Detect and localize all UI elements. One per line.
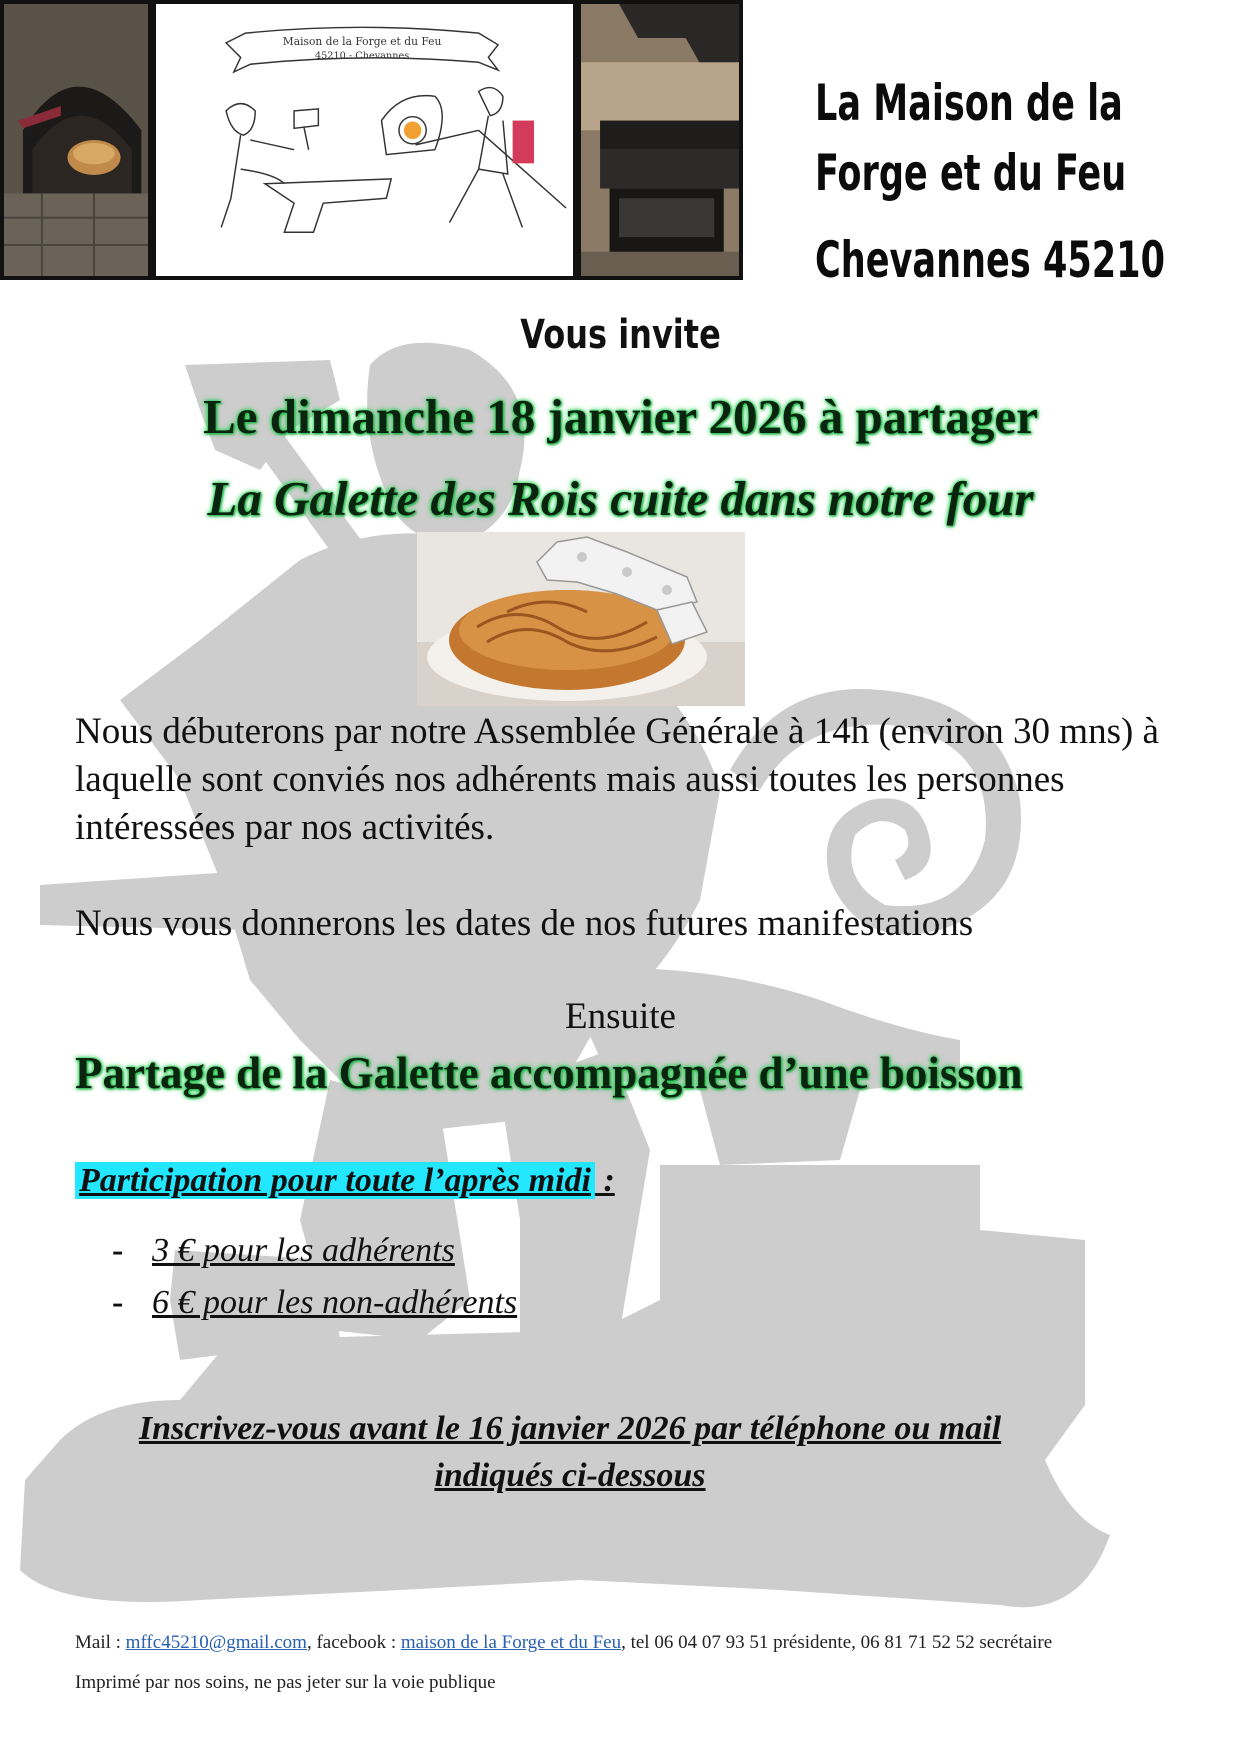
- then-label: Ensuite: [565, 996, 676, 1037]
- participation-heading: [75, 1162, 615, 1200]
- price-non-members: - 6 € pour les non-adhérents: [112, 1284, 518, 1321]
- future-events-paragraph: Nous vous donnerons les dates de nos futures manifestations: [75, 903, 974, 944]
- oven-bread-photo: [0, 0, 152, 280]
- org-location: Chevannes 45210: [815, 231, 1166, 289]
- org-name-line-2: Forge et du Feu: [815, 144, 1127, 202]
- galette-sharing-heading: Partage de la Galette accompagnée d’une boisson: [75, 1048, 1023, 1098]
- participation-colon: :: [594, 1162, 615, 1199]
- event-date-headline: Le dimanche 18 janvier 2026 à partager: [203, 389, 1038, 444]
- registration-line-2: indiqués ci-dessous: [434, 1457, 706, 1494]
- invite-heading: Vous invite: [520, 312, 721, 358]
- sketch-banner-line-1: Maison de la Forge et du Feu: [282, 34, 442, 48]
- printing-notice: Imprimé par nos soins, ne pas jeter sur la voie publique: [75, 1672, 496, 1693]
- org-name-line-1: La Maison de la: [815, 74, 1123, 132]
- price-non-members-text: 6 € pour les non-adhérents: [152, 1284, 518, 1321]
- galette-des-rois-photo: [417, 532, 745, 706]
- phone-numbers: , tel 06 04 07 93 51 présidente, 06 81 71 52 52 secrétaire: [621, 1632, 1053, 1653]
- blacksmith-sketch-logo: [152, 0, 577, 280]
- sketch-banner-line-2: 45210 - Chevannes: [314, 50, 410, 62]
- participation-label: Participation pour toute l’après midi: [75, 1162, 595, 1199]
- contact-line: Mail : mffc45210@gmail.com, facebook : maison de la Forge et du Feu, tel 06 04 07 93 51 présidente, 06 81 71 52 52 secrétaire: [75, 1632, 1053, 1653]
- forge-hearth-photo: [577, 0, 743, 280]
- facebook-link[interactable]: maison de la Forge et du Feu: [400, 1632, 622, 1653]
- registration-line-1: Inscrivez-vous avant le 16 janvier 2026 par téléphone ou mail: [138, 1410, 1002, 1447]
- galette-headline: La Galette des Rois cuite dans notre four: [207, 471, 1034, 526]
- email-link[interactable]: mffc45210@gmail.com: [125, 1632, 307, 1653]
- price-members: - 3 € pour les adhérents: [112, 1232, 455, 1269]
- price-members-text: 3 € pour les adhérents: [152, 1232, 455, 1269]
- general-assembly-paragraph: Nous débuterons par notre Assemblée Générale à 14h (environ 30 mns) à laquelle sont conviés nos adhérents mais aussi toutes les personnes intéressées par nos activités.: [75, 711, 1159, 848]
